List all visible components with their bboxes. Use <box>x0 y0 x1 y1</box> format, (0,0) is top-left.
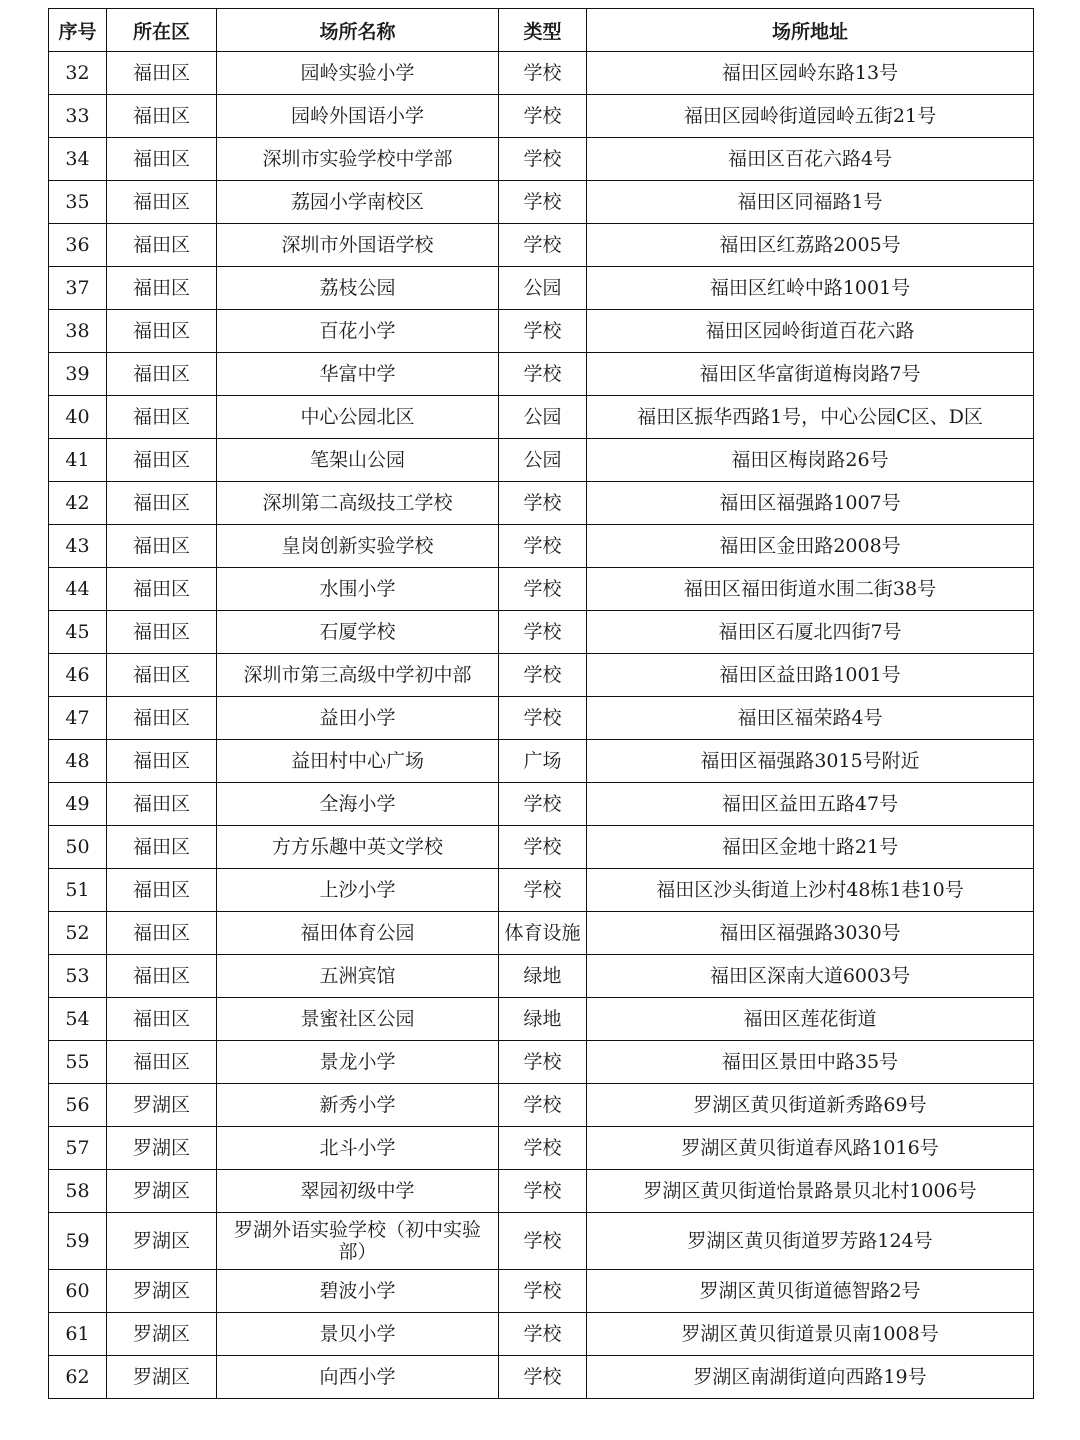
cell-district: 福田区 <box>107 52 217 95</box>
cell-district: 罗湖区 <box>107 1213 217 1270</box>
table-row <box>49 1084 1034 1127</box>
cell-serial-number: 57 <box>49 1127 107 1170</box>
cell-type: 学校 <box>499 95 587 138</box>
cell-type: 学校 <box>499 611 587 654</box>
cell-venue-name: 荔园小学南校区 <box>217 181 499 224</box>
cell-serial-number: 61 <box>49 1313 107 1356</box>
cell-venue-name: 深圳市第三高级中学初中部 <box>217 654 499 697</box>
cell-serial-number: 35 <box>49 181 107 224</box>
cell-district: 福田区 <box>107 654 217 697</box>
cell-address: 罗湖区黄贝街道春风路1016号 <box>587 1127 1034 1170</box>
cell-venue-name: 园岭实验小学 <box>217 52 499 95</box>
table-row <box>49 95 1034 138</box>
table-row <box>49 181 1034 224</box>
cell-type: 学校 <box>499 568 587 611</box>
cell-serial-number: 56 <box>49 1084 107 1127</box>
cell-district: 福田区 <box>107 912 217 955</box>
cell-address: 福田区华富街道梅岗路7号 <box>587 353 1034 396</box>
cell-address: 福田区沙头街道上沙村48栋1巷10号 <box>587 869 1034 912</box>
table-row <box>49 869 1034 912</box>
cell-address: 福田区福强路3030号 <box>587 912 1034 955</box>
cell-district: 福田区 <box>107 783 217 826</box>
header-venue-name: 场所名称 <box>217 9 499 52</box>
cell-address: 福田区福田街道水围二街38号 <box>587 568 1034 611</box>
cell-address: 福田区福强路1007号 <box>587 482 1034 525</box>
cell-address: 福田区金地十路21号 <box>587 826 1034 869</box>
cell-type: 学校 <box>499 1356 587 1399</box>
table-header-row <box>49 9 1034 52</box>
cell-serial-number: 48 <box>49 740 107 783</box>
cell-type: 学校 <box>499 1313 587 1356</box>
table-row <box>49 1356 1034 1399</box>
cell-serial-number: 60 <box>49 1270 107 1313</box>
cell-venue-name: 益田村中心广场 <box>217 740 499 783</box>
header-district: 所在区 <box>107 9 217 52</box>
cell-venue-name: 福田体育公园 <box>217 912 499 955</box>
cell-address: 罗湖区黄贝街道罗芳路124号 <box>587 1213 1034 1270</box>
cell-venue-name: 新秀小学 <box>217 1084 499 1127</box>
cell-serial-number: 55 <box>49 1041 107 1084</box>
cell-venue-name: 深圳市外国语学校 <box>217 224 499 267</box>
cell-serial-number: 38 <box>49 310 107 353</box>
cell-address: 福田区红荔路2005号 <box>587 224 1034 267</box>
table-row <box>49 826 1034 869</box>
table-row <box>49 611 1034 654</box>
cell-venue-name: 罗湖外语实验学校（初中实验部） <box>217 1213 499 1270</box>
cell-district: 福田区 <box>107 181 217 224</box>
cell-district: 福田区 <box>107 869 217 912</box>
cell-type: 学校 <box>499 1270 587 1313</box>
cell-address: 福田区园岭街道百花六路 <box>587 310 1034 353</box>
cell-serial-number: 37 <box>49 267 107 310</box>
cell-type: 广场 <box>499 740 587 783</box>
cell-district: 福田区 <box>107 224 217 267</box>
cell-serial-number: 52 <box>49 912 107 955</box>
cell-address: 福田区益田五路47号 <box>587 783 1034 826</box>
cell-type: 学校 <box>499 482 587 525</box>
cell-type: 学校 <box>499 52 587 95</box>
cell-venue-name: 向西小学 <box>217 1356 499 1399</box>
cell-serial-number: 36 <box>49 224 107 267</box>
cell-district: 福田区 <box>107 955 217 998</box>
cell-address: 福田区深南大道6003号 <box>587 955 1034 998</box>
cell-serial-number: 54 <box>49 998 107 1041</box>
cell-serial-number: 34 <box>49 138 107 181</box>
cell-venue-name: 碧波小学 <box>217 1270 499 1313</box>
cell-venue-name: 中心公园北区 <box>217 396 499 439</box>
cell-serial-number: 39 <box>49 353 107 396</box>
cell-district: 福田区 <box>107 826 217 869</box>
cell-serial-number: 40 <box>49 396 107 439</box>
cell-type: 学校 <box>499 654 587 697</box>
cell-venue-name: 荔枝公园 <box>217 267 499 310</box>
cell-type: 学校 <box>499 826 587 869</box>
cell-district: 福田区 <box>107 998 217 1041</box>
table-row <box>49 52 1034 95</box>
cell-type: 学校 <box>499 697 587 740</box>
cell-serial-number: 62 <box>49 1356 107 1399</box>
table-row <box>49 138 1034 181</box>
cell-address: 福田区石厦北四街7号 <box>587 611 1034 654</box>
cell-address: 福田区同福路1号 <box>587 181 1034 224</box>
cell-venue-name: 方方乐趣中英文学校 <box>217 826 499 869</box>
cell-serial-number: 33 <box>49 95 107 138</box>
table-row <box>49 998 1034 1041</box>
cell-address: 福田区梅岗路26号 <box>587 439 1034 482</box>
cell-district: 罗湖区 <box>107 1313 217 1356</box>
cell-district: 福田区 <box>107 353 217 396</box>
cell-type: 学校 <box>499 310 587 353</box>
cell-venue-name: 五洲宾馆 <box>217 955 499 998</box>
table-row <box>49 396 1034 439</box>
cell-type: 学校 <box>499 783 587 826</box>
cell-venue-name: 深圳第二高级技工学校 <box>217 482 499 525</box>
cell-serial-number: 45 <box>49 611 107 654</box>
cell-venue-name: 景龙小学 <box>217 1041 499 1084</box>
header-address: 场所地址 <box>587 9 1034 52</box>
cell-district: 罗湖区 <box>107 1127 217 1170</box>
cell-type: 学校 <box>499 1041 587 1084</box>
cell-district: 罗湖区 <box>107 1270 217 1313</box>
cell-address: 罗湖区黄贝街道德智路2号 <box>587 1270 1034 1313</box>
cell-address: 罗湖区黄贝街道景贝南1008号 <box>587 1313 1034 1356</box>
cell-venue-name: 园岭外国语小学 <box>217 95 499 138</box>
cell-type: 学校 <box>499 1127 587 1170</box>
table-row <box>49 267 1034 310</box>
cell-serial-number: 47 <box>49 697 107 740</box>
cell-address: 福田区园岭东路13号 <box>587 52 1034 95</box>
cell-type: 学校 <box>499 1213 587 1270</box>
cell-district: 福田区 <box>107 138 217 181</box>
table-row <box>49 1170 1034 1213</box>
cell-serial-number: 42 <box>49 482 107 525</box>
header-type: 类型 <box>499 9 587 52</box>
cell-address: 福田区益田路1001号 <box>587 654 1034 697</box>
cell-venue-name: 北斗小学 <box>217 1127 499 1170</box>
cell-district: 福田区 <box>107 568 217 611</box>
cell-district: 福田区 <box>107 697 217 740</box>
cell-district: 福田区 <box>107 482 217 525</box>
cell-venue-name: 华富中学 <box>217 353 499 396</box>
cell-venue-name: 百花小学 <box>217 310 499 353</box>
cell-address: 福田区红岭中路1001号 <box>587 267 1034 310</box>
cell-type: 学校 <box>499 869 587 912</box>
cell-district: 福田区 <box>107 267 217 310</box>
cell-venue-name: 景贝小学 <box>217 1313 499 1356</box>
cell-serial-number: 32 <box>49 52 107 95</box>
cell-venue-name: 石厦学校 <box>217 611 499 654</box>
cell-type: 公园 <box>499 439 587 482</box>
cell-type: 学校 <box>499 353 587 396</box>
cell-venue-name: 水围小学 <box>217 568 499 611</box>
cell-serial-number: 41 <box>49 439 107 482</box>
cell-venue-name: 深圳市实验学校中学部 <box>217 138 499 181</box>
cell-district: 福田区 <box>107 1041 217 1084</box>
cell-serial-number: 59 <box>49 1213 107 1270</box>
table-row <box>49 568 1034 611</box>
table-row <box>49 353 1034 396</box>
cell-venue-name: 皇岗创新实验学校 <box>217 525 499 568</box>
cell-type: 公园 <box>499 396 587 439</box>
cell-venue-name: 翠园初级中学 <box>217 1170 499 1213</box>
cell-address: 罗湖区黄贝街道怡景路景贝北村1006号 <box>587 1170 1034 1213</box>
cell-address: 罗湖区南湖街道向西路19号 <box>587 1356 1034 1399</box>
cell-venue-name: 全海小学 <box>217 783 499 826</box>
cell-address: 福田区振华西路1号，中心公园C区、D区 <box>587 396 1034 439</box>
table-row <box>49 654 1034 697</box>
table-row <box>49 955 1034 998</box>
cell-venue-name: 上沙小学 <box>217 869 499 912</box>
cell-type: 学校 <box>499 138 587 181</box>
cell-district: 罗湖区 <box>107 1170 217 1213</box>
cell-serial-number: 58 <box>49 1170 107 1213</box>
table-row <box>49 697 1034 740</box>
cell-serial-number: 46 <box>49 654 107 697</box>
cell-district: 福田区 <box>107 439 217 482</box>
table-row <box>49 740 1034 783</box>
table-row <box>49 525 1034 568</box>
cell-address: 福田区莲花街道 <box>587 998 1034 1041</box>
cell-type: 公园 <box>499 267 587 310</box>
cell-district: 福田区 <box>107 740 217 783</box>
venue-table-container <box>48 8 1033 1399</box>
cell-serial-number: 49 <box>49 783 107 826</box>
cell-address: 福田区金田路2008号 <box>587 525 1034 568</box>
cell-district: 福田区 <box>107 611 217 654</box>
cell-district: 福田区 <box>107 310 217 353</box>
table-row <box>49 224 1034 267</box>
table-body <box>49 52 1034 1399</box>
cell-venue-name: 笔架山公园 <box>217 439 499 482</box>
table-row <box>49 912 1034 955</box>
table-row <box>49 1313 1034 1356</box>
cell-serial-number: 51 <box>49 869 107 912</box>
cell-address: 罗湖区黄贝街道新秀路69号 <box>587 1084 1034 1127</box>
cell-serial-number: 50 <box>49 826 107 869</box>
cell-district: 福田区 <box>107 396 217 439</box>
table-row <box>49 439 1034 482</box>
table-row <box>49 1041 1034 1084</box>
cell-venue-name: 益田小学 <box>217 697 499 740</box>
cell-district: 罗湖区 <box>107 1084 217 1127</box>
cell-address: 福田区福荣路4号 <box>587 697 1034 740</box>
cell-serial-number: 53 <box>49 955 107 998</box>
cell-type: 体育设施 <box>499 912 587 955</box>
cell-serial-number: 43 <box>49 525 107 568</box>
venue-table <box>48 8 1034 1399</box>
cell-type: 学校 <box>499 181 587 224</box>
cell-address: 福田区景田中路35号 <box>587 1041 1034 1084</box>
table-row <box>49 1213 1034 1270</box>
table-row <box>49 310 1034 353</box>
cell-type: 绿地 <box>499 998 587 1041</box>
cell-address: 福田区园岭街道园岭五街21号 <box>587 95 1034 138</box>
cell-type: 学校 <box>499 1170 587 1213</box>
cell-district: 罗湖区 <box>107 1356 217 1399</box>
cell-type: 学校 <box>499 1084 587 1127</box>
cell-district: 福田区 <box>107 525 217 568</box>
table-row <box>49 783 1034 826</box>
cell-address: 福田区百花六路4号 <box>587 138 1034 181</box>
cell-district: 福田区 <box>107 95 217 138</box>
cell-serial-number: 44 <box>49 568 107 611</box>
cell-address: 福田区福强路3015号附近 <box>587 740 1034 783</box>
cell-type: 绿地 <box>499 955 587 998</box>
cell-type: 学校 <box>499 224 587 267</box>
cell-type: 学校 <box>499 525 587 568</box>
header-serial-number: 序号 <box>49 9 107 52</box>
table-row <box>49 482 1034 525</box>
cell-venue-name: 景蜜社区公园 <box>217 998 499 1041</box>
table-row <box>49 1127 1034 1170</box>
table-row <box>49 1270 1034 1313</box>
